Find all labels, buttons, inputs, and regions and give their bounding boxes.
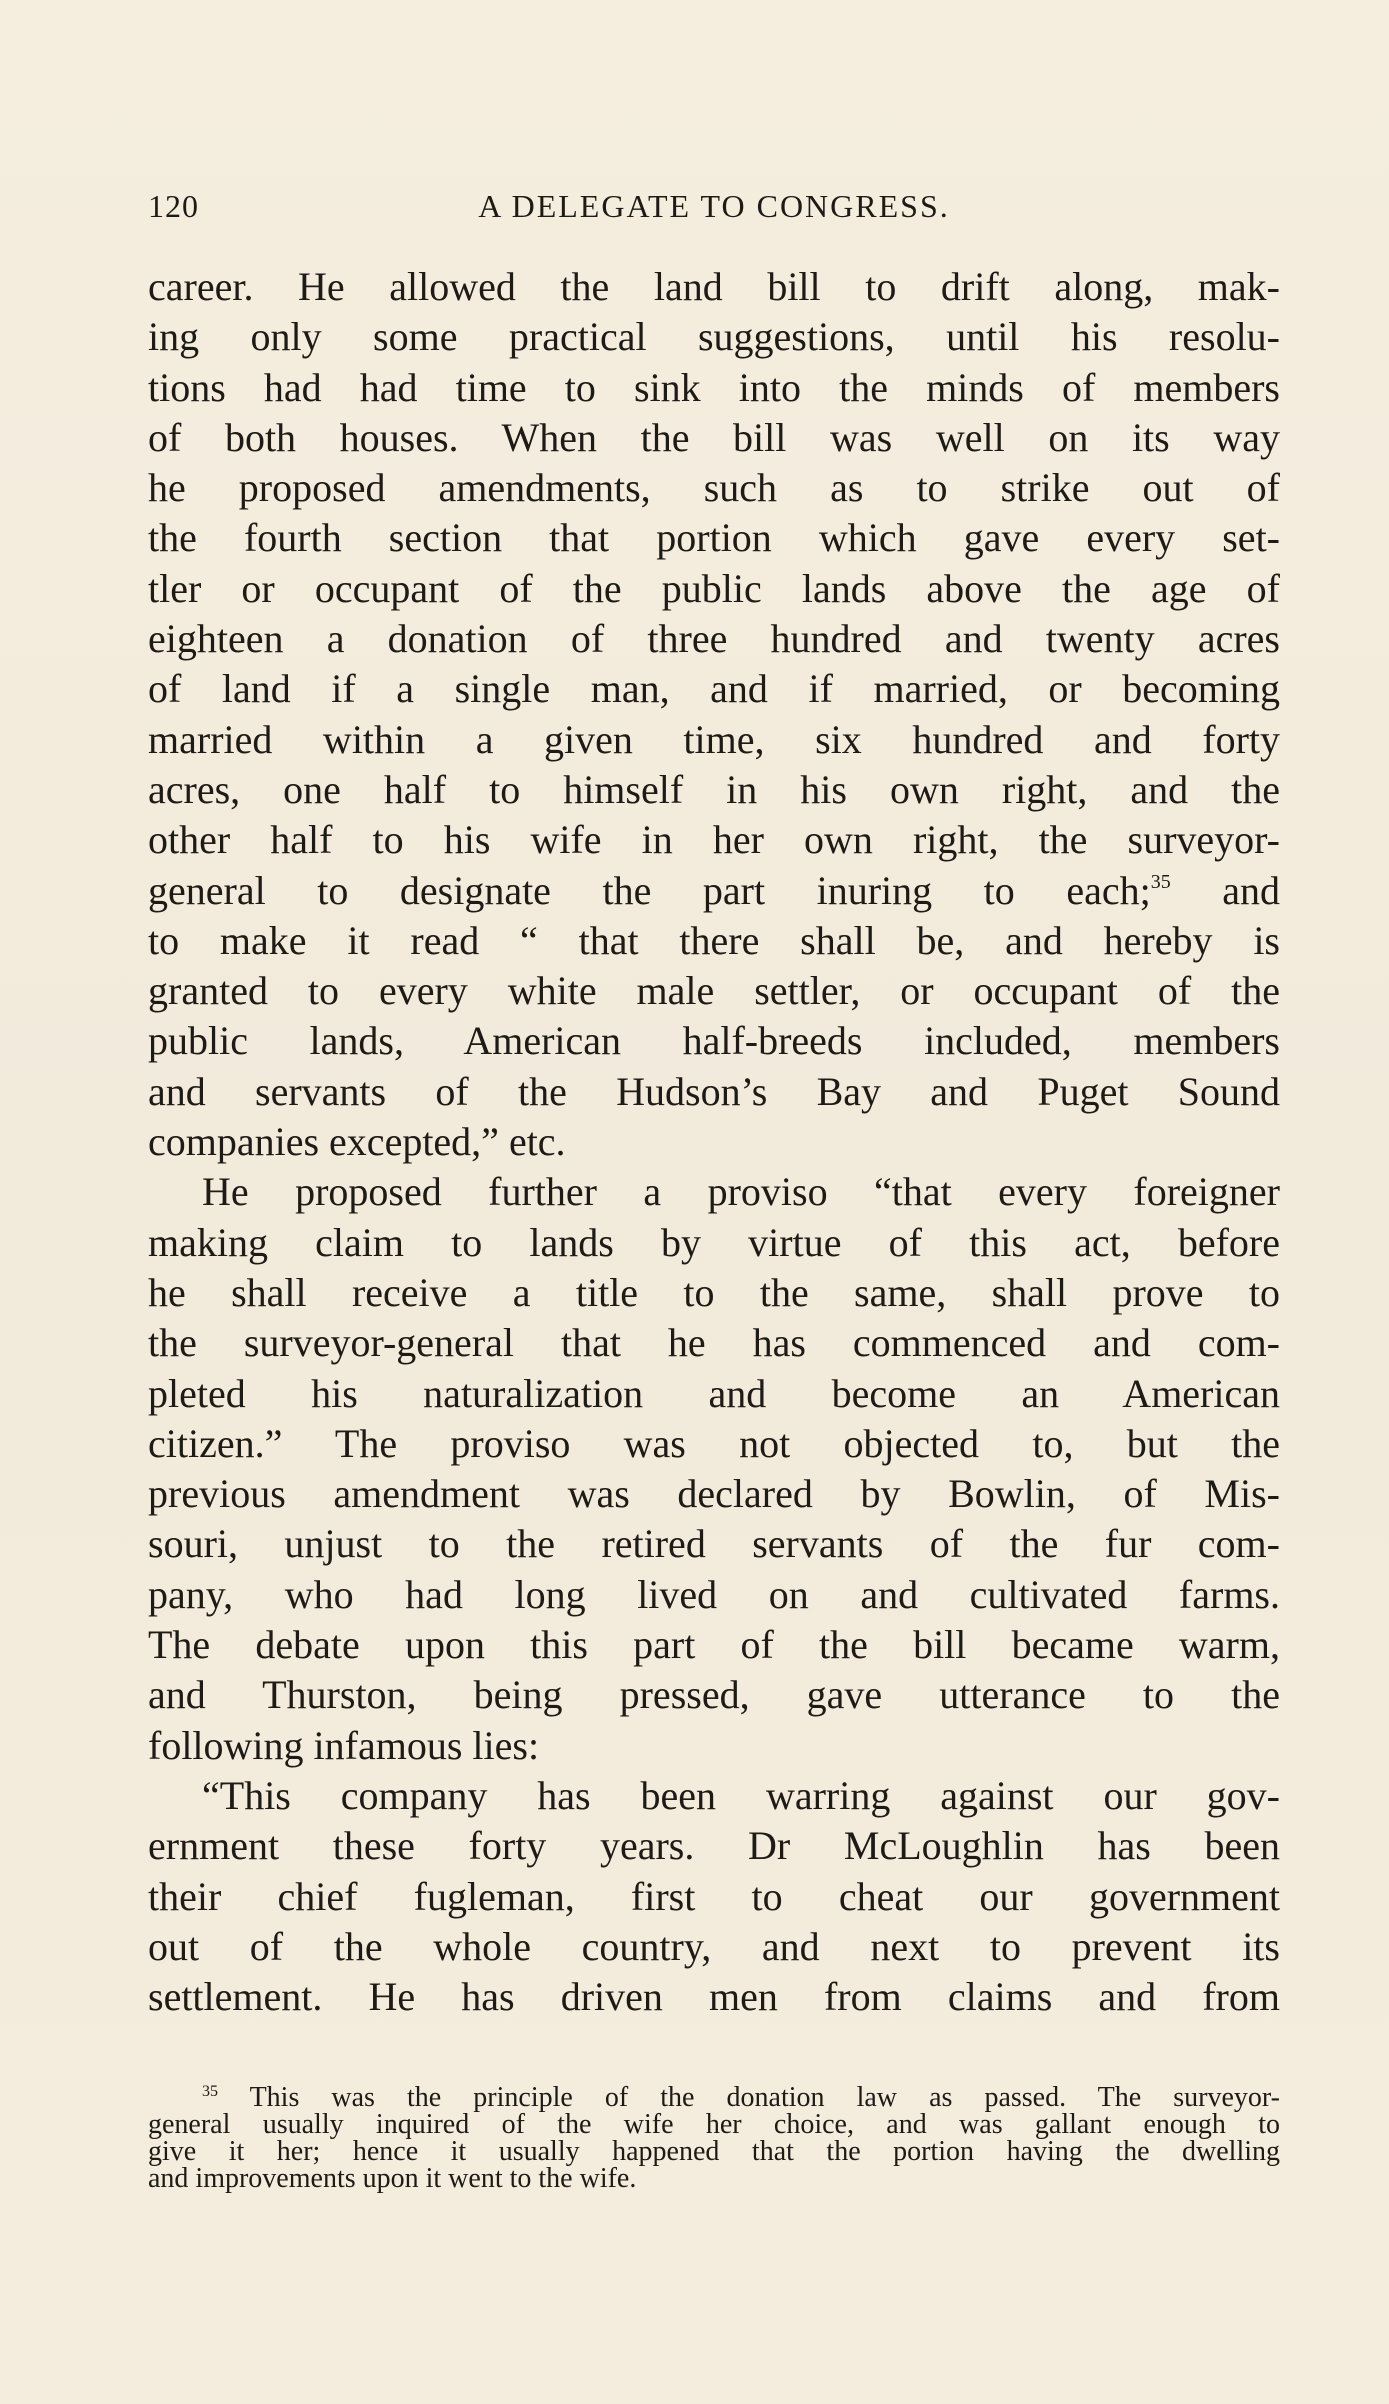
text-line: tions had had time to sink into the minds of members [148,364,1280,410]
footnote-line: give it her; hence it usually happened that the portion having the dwelling [148,2136,1280,2167]
text-line: he proposed amendments, such as to strike out of [148,465,1280,511]
text-line: their chief fugleman, first to cheat our government [148,1873,1280,1919]
footnote [148,2084,1280,2192]
text-line: other half to his wife in her own right, the surveyor- [148,817,1280,863]
text-line: companies excepted,” etc. [148,1119,566,1165]
text-line: career. He allowed the land bill to drift along, mak- [148,264,1280,309]
text-line: the fourth section that portion which gave every set- [148,515,1280,561]
running-title: A DELEGATE TO CONGRESS. [478,188,950,224]
footnote-line [148,2084,1280,2111]
text-line: of both houses. When the bill was well on its way [148,414,1280,460]
footnote-line: and improvements upon it went to the wife. [148,2163,637,2194]
text-line: souri, unjust to the retired servants of the fur com- [148,1521,1280,1567]
text-line: ing only some practical suggestions, until his resolu- [148,314,1280,360]
text-line: eighteen a donation of three hundred and twenty acres [148,616,1280,662]
text-segment: general to designate the part inuring to each; [148,867,1151,913]
text-line: of land if a single man, and if married, or becoming [148,666,1280,712]
text-line: previous amendment was declared by Bowlin, of Mis- [148,1471,1280,1517]
text-line: and servants of the Hudson’s Bay and Puget Sound [148,1068,1280,1114]
text-line: The debate upon this part of the bill became warm, [148,1622,1280,1668]
footnote-text: This was the principle of the donation law as passed. The surveyor- [249,2082,1280,2113]
text-line: making claim to lands by virtue of this act, before [148,1219,1280,1265]
footnote-line: general usually inquired of the wife her choice, and was gallant enough to [148,2109,1280,2140]
text-line: ernment these forty years. Dr McLoughlin has been [148,1823,1280,1869]
text-line: pany, who had long lived on and cultivated farms. [148,1571,1280,1617]
text-line: acres, one half to himself in his own right, and the [148,766,1280,812]
text-line: out of the whole country, and next to prevent its [148,1923,1280,1969]
text-segment: and [1170,867,1280,913]
text-line: to make it read “ that there shall be, and hereby is [148,917,1280,963]
footnote-reference[interactable]: 35 [1150,870,1171,893]
text-line-with-footnote-ref [148,866,1280,916]
text-line: the surveyor-general that he has commenced and com- [148,1320,1280,1366]
text-line: following infamous lies: [148,1722,540,1768]
text-line: granted to every white male settler, or occupant of the [148,968,1280,1014]
text-line: citizen.” The proviso was not objected to, but the [148,1420,1280,1466]
text-line: he shall receive a title to the same, shall prove to [148,1269,1280,1315]
text-line: and Thurston, being pressed, gave utterance to the [148,1672,1280,1718]
text-line: tler or occupant of the public lands above the age of [148,565,1280,611]
text-line: “This company has been warring against our gov- [202,1772,1280,1818]
text-line: He proposed further a proviso “that every foreigner [202,1169,1280,1215]
text-line: public lands, American half-breeds included, members [148,1018,1280,1064]
page-header [148,188,1280,228]
footnote-marker: 35 [202,2083,218,2100]
text-line: settlement. He has driven men from claims and from [148,1974,1280,2020]
page-number: 120 [148,188,199,224]
text-line: married within a given time, six hundred and forty [148,716,1280,762]
body-text [148,262,1280,2022]
text-line: pleted his naturalization and become an American [148,1370,1280,1416]
